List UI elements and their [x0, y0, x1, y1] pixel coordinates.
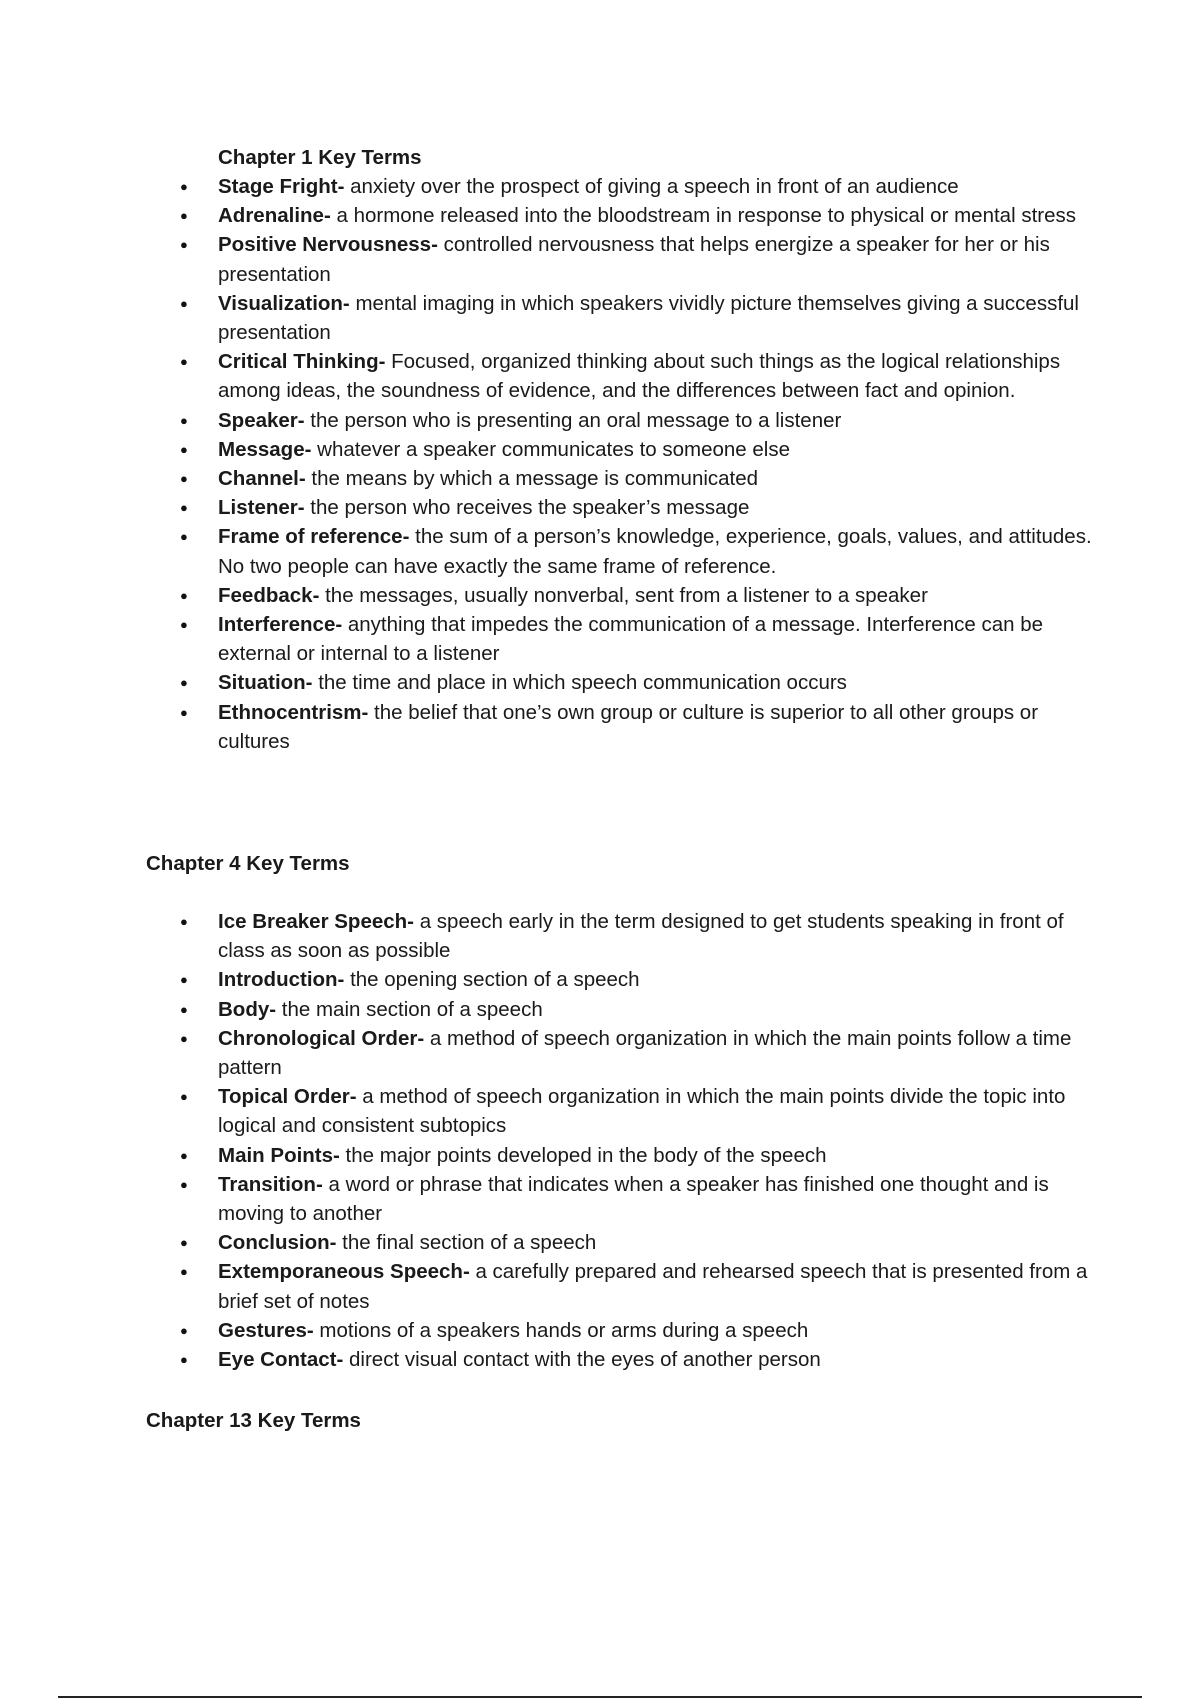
term-name: Feedback- [218, 583, 320, 607]
term-name: Adrenaline- [218, 204, 331, 228]
list-item [218, 610, 1098, 668]
term-name: Extemporaneous Speech- [218, 1260, 470, 1284]
list-item [218, 965, 1098, 994]
list-item [218, 1345, 1098, 1374]
list-item [218, 668, 1098, 697]
list-item [218, 698, 1098, 756]
term-name: Introduction- [218, 968, 345, 992]
list-item [218, 201, 1098, 230]
list-item [218, 995, 1098, 1024]
chapter-1-term-list [218, 172, 1098, 756]
list-item [218, 172, 1098, 201]
term-definition: the major points developed in the body of the speech [339, 1143, 827, 1167]
list-item [218, 1082, 1098, 1140]
term-name: Eye Contact- [218, 1348, 344, 1372]
term-definition: controlled nervousness that helps energize a speaker for her or his presentation [218, 233, 1050, 286]
chapter-13-heading: Chapter 13 Key Terms [146, 1409, 361, 1432]
term-name: Speaker- [218, 408, 305, 432]
term-name: Situation- [218, 671, 313, 695]
term-definition: mental imaging in which speakers vividly picture themselves giving a successful presentation [218, 291, 1079, 345]
term-definition: a speech early in the term designed to get students speaking in front of class as soon as possible [218, 910, 1064, 963]
list-item [218, 1024, 1098, 1082]
term-definition: a method of speech organization in which the main points divide the topic into logical and consistent subtopics [218, 1085, 1066, 1138]
list-item [218, 1170, 1098, 1228]
term-name: Listener- [218, 496, 305, 520]
term-definition: the time and place in which speech communication occurs [312, 671, 847, 695]
list-item [218, 464, 1098, 493]
term-name: Ice Breaker Speech- [218, 910, 415, 933]
list-item [218, 1228, 1098, 1257]
term-name: Topical Order- [218, 1085, 357, 1109]
term-definition: anything that impedes the communication of a message. Interference can be external or internal to a listener [218, 613, 1044, 666]
term-definition: a word or phrase that indicates when a speaker has finished one thought and is moving to another [218, 1172, 1049, 1226]
list-item [218, 347, 1098, 405]
term-definition: a method of speech organization in which the main points follow a time pattern [218, 1026, 1072, 1080]
term-name: Visualization- [218, 291, 350, 315]
list-item [218, 581, 1098, 610]
list-item [218, 289, 1098, 347]
page-bottom-divider [58, 1696, 1142, 1698]
term-name: Body- [218, 997, 277, 1021]
term-definition: the person who receives the speaker’s message [304, 496, 750, 520]
term-name: Conclusion- [218, 1231, 337, 1255]
list-item [218, 522, 1098, 580]
term-name: Interference- [218, 613, 343, 637]
list-item [218, 907, 1098, 965]
term-name: Frame of reference- [218, 525, 410, 549]
list-item [218, 230, 1098, 288]
list-item [218, 1141, 1098, 1170]
term-name: Main Points- [218, 1143, 340, 1167]
term-definition: direct visual contact with the eyes of another person [343, 1348, 821, 1372]
term-definition: the person who is presenting an oral message to a listener [304, 408, 842, 432]
term-definition: motions of a speakers hands or arms during a speech [313, 1318, 809, 1342]
list-item [218, 493, 1098, 522]
term-definition: the belief that one’s own group or culture is superior to all other groups or cultures [218, 700, 1039, 753]
chapter-4-term-list [218, 907, 1098, 1374]
term-definition: the means by which a message is communicated [305, 467, 759, 491]
chapter-1-heading: Chapter 1 Key Terms [218, 146, 422, 169]
term-name: Ethnocentrism- [218, 700, 369, 724]
term-name: Positive Nervousness- [218, 233, 438, 257]
term-definition: a carefully prepared and rehearsed speech that is presented from a brief set of notes [218, 1260, 1088, 1313]
term-definition: the main section of a speech [276, 997, 543, 1021]
list-item [218, 406, 1098, 435]
term-definition: Focused, organized thinking about such things as the logical relationships among ideas, the soundness of evidence, and the differences between fact and opinion. [218, 350, 1061, 403]
term-name: Chronological Order- [218, 1026, 425, 1050]
term-name: Transition- [218, 1172, 323, 1196]
term-definition: anxiety over the prospect of giving a speech in front of an audience [344, 175, 959, 198]
term-name: Gestures- [218, 1318, 314, 1342]
term-definition: the opening section of a speech [344, 968, 640, 992]
term-definition: whatever a speaker communicates to someone else [311, 437, 791, 461]
term-definition: the messages, usually nonverbal, sent from a listener to a speaker [319, 583, 928, 607]
chapter-4-heading: Chapter 4 Key Terms [146, 852, 350, 875]
term-definition: the final section of a speech [336, 1231, 597, 1255]
list-item [218, 1316, 1098, 1345]
list-item [218, 435, 1098, 464]
term-definition: the sum of a person’s knowledge, experience, goals, values, and attitudes. No two people can have exactly the same frame of reference. [218, 525, 1092, 578]
term-definition: a hormone released into the bloodstream in response to physical or mental stress [330, 204, 1077, 228]
term-name: Message- [218, 437, 312, 461]
list-item [218, 1257, 1098, 1315]
term-name: Channel- [218, 467, 306, 491]
term-name: Critical Thinking- [218, 350, 386, 374]
term-name: Stage Fright- [218, 175, 345, 198]
